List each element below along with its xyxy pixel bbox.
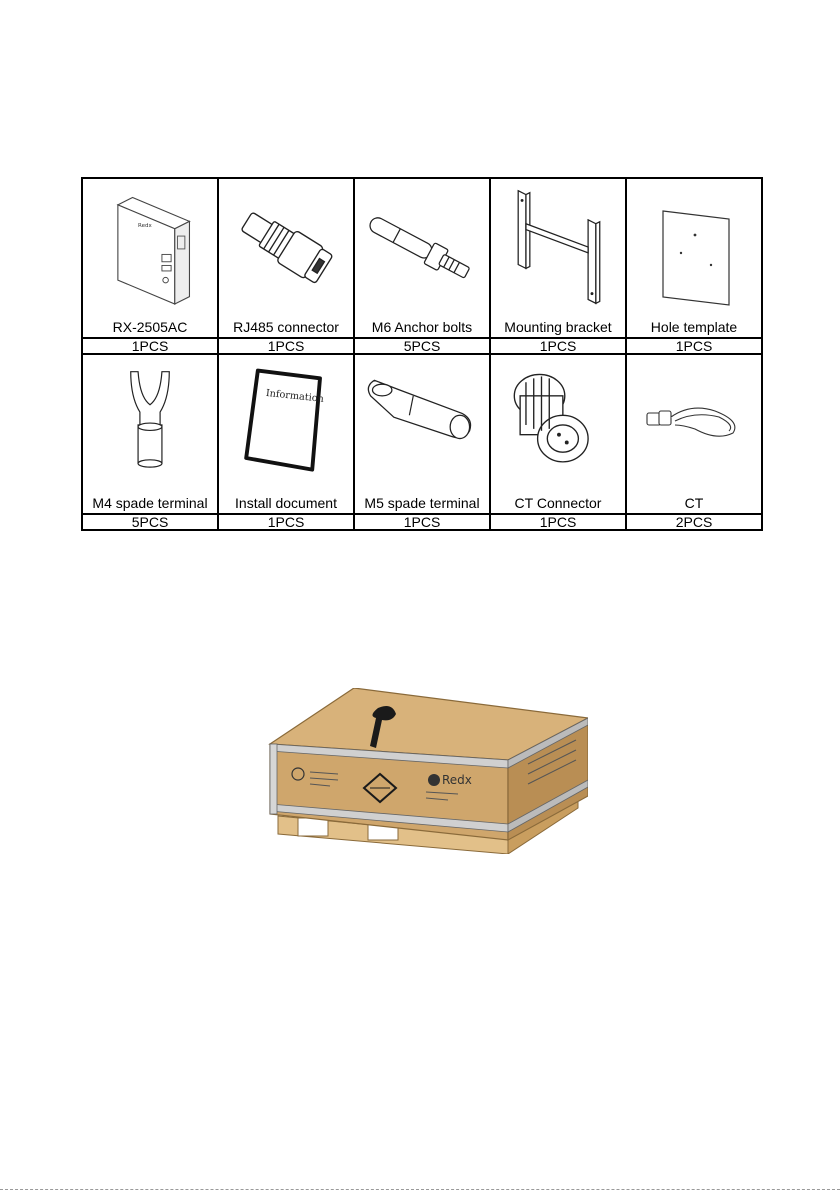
anchor-bolt-icon xyxy=(355,179,489,317)
part-qty: 5PCS xyxy=(82,514,218,530)
part-cell xyxy=(82,178,218,338)
part-qty: 1PCS xyxy=(490,338,626,354)
part-cell xyxy=(490,354,626,514)
part-qty: 1PCS xyxy=(626,338,762,354)
crate-brand: Redx xyxy=(442,773,472,787)
part-cell xyxy=(354,354,490,514)
part-cell xyxy=(218,354,354,514)
ct-connector-icon xyxy=(491,355,625,493)
shipping-crate-image xyxy=(258,688,588,854)
part-name: RJ485 connector xyxy=(233,319,339,335)
mounting-bracket-icon xyxy=(491,179,625,317)
part-qty: 1PCS xyxy=(354,514,490,530)
part-qty: 2PCS xyxy=(626,514,762,530)
part-name: M5 spade terminal xyxy=(364,495,480,511)
document-icon xyxy=(219,355,353,493)
part-name: RX-2505AC xyxy=(112,319,188,335)
part-name: CT Connector xyxy=(514,495,602,511)
part-qty: 1PCS xyxy=(490,514,626,530)
page-bottom-rule xyxy=(0,1189,840,1190)
document-title: Information xyxy=(265,387,325,405)
ct-clamp-icon xyxy=(627,355,761,493)
part-cell xyxy=(82,354,218,514)
shipping-crate-icon xyxy=(258,688,588,854)
part-qty: 1PCS xyxy=(218,338,354,354)
part-name: M6 Anchor bolts xyxy=(371,319,473,335)
part-cell xyxy=(626,354,762,514)
spade-terminal-icon xyxy=(83,355,217,493)
part-cell xyxy=(626,178,762,338)
part-name: Hole template xyxy=(650,319,738,335)
packing-list-table xyxy=(81,177,763,530)
inverter-unit-icon xyxy=(83,179,217,317)
part-qty: 5PCS xyxy=(354,338,490,354)
part-cell xyxy=(218,178,354,338)
part-name: Install document xyxy=(235,495,337,511)
rj485-connector-icon xyxy=(219,179,353,317)
svg-text:Redx: Redx xyxy=(138,222,152,229)
part-cell xyxy=(490,178,626,338)
part-qty: 1PCS xyxy=(82,338,218,354)
part-name: M4 spade terminal xyxy=(92,495,208,511)
part-name: Mounting bracket xyxy=(504,319,612,335)
hole-template-icon xyxy=(627,179,761,317)
part-qty: 1PCS xyxy=(218,514,354,530)
ring-terminal-icon xyxy=(355,355,489,493)
part-cell xyxy=(354,178,490,338)
part-name: CT xyxy=(684,495,704,511)
